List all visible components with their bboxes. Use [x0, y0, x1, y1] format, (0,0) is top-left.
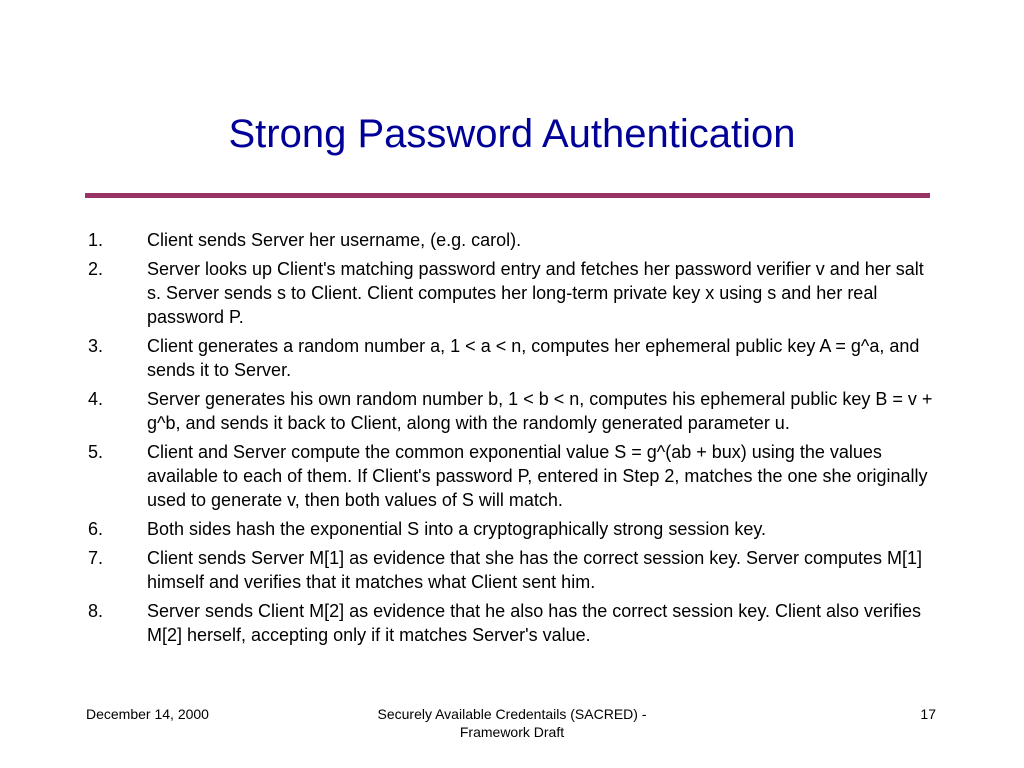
step-number: 8. [88, 601, 104, 621]
footer-doc-title-line: Framework Draft [459, 724, 565, 740]
step-item [88, 334, 938, 382]
step-text: Server looks up Client's matching password entry and fetches her password verifier v and her salt s. Server sends s to Client. Client computes her long-term private key x using s and her real password P. [147, 259, 924, 327]
step-text: Client sends Server her username, (e.g. carol). [147, 230, 522, 250]
step-text: Server generates his own random number b, 1 < b < n, computes his ephemeral public key B = v + g^b, and sends it back to Client, along with the randomly generated parameter u. [147, 389, 933, 433]
step-item [88, 546, 938, 594]
step-number: 5. [88, 442, 104, 462]
step-number: 6. [88, 519, 104, 539]
footer-date: December 14, 2000 [86, 706, 209, 722]
footer-doc-title-line: Securely Available Credentails (SACRED) - [377, 706, 647, 722]
steps-list [88, 228, 938, 652]
step-item [88, 599, 938, 647]
step-item [88, 517, 938, 541]
step-item [88, 387, 938, 435]
step-text: Server sends Client M[2] as evidence that he also has the correct session key. Client also verifies M[2] herself, accepting only if it matches Server's value. [147, 601, 922, 645]
step-number: 7. [88, 548, 104, 568]
step-text: Client sends Server M[1] as evidence that she has the correct session key. Server computes M[1] himself and verifies that it matches what Client sent him. [147, 548, 923, 592]
title-divider [85, 193, 930, 198]
step-item [88, 257, 938, 329]
step-number: 2. [88, 259, 104, 279]
step-item [88, 228, 938, 252]
step-number: 4. [88, 389, 104, 409]
step-number: 1. [88, 230, 104, 250]
footer-doc-title [362, 705, 662, 741]
step-item [88, 440, 938, 512]
page-number: 17 [920, 706, 936, 722]
step-number: 3. [88, 336, 104, 356]
step-text: Client and Server compute the common exponential value S = g^(ab + bux) using the values available to each of them. If Client's password P, entered in Step 2, matches the one she originally used to generate v, then both values of S will match. [147, 442, 928, 510]
slide-title: Strong Password Authentication [228, 112, 796, 156]
step-text: Client generates a random number a, 1 < a < n, computes her ephemeral public key A = g^a, and sends it to Server. [147, 336, 920, 380]
step-text: Both sides hash the exponential S into a cryptographically strong session key. [147, 519, 767, 539]
